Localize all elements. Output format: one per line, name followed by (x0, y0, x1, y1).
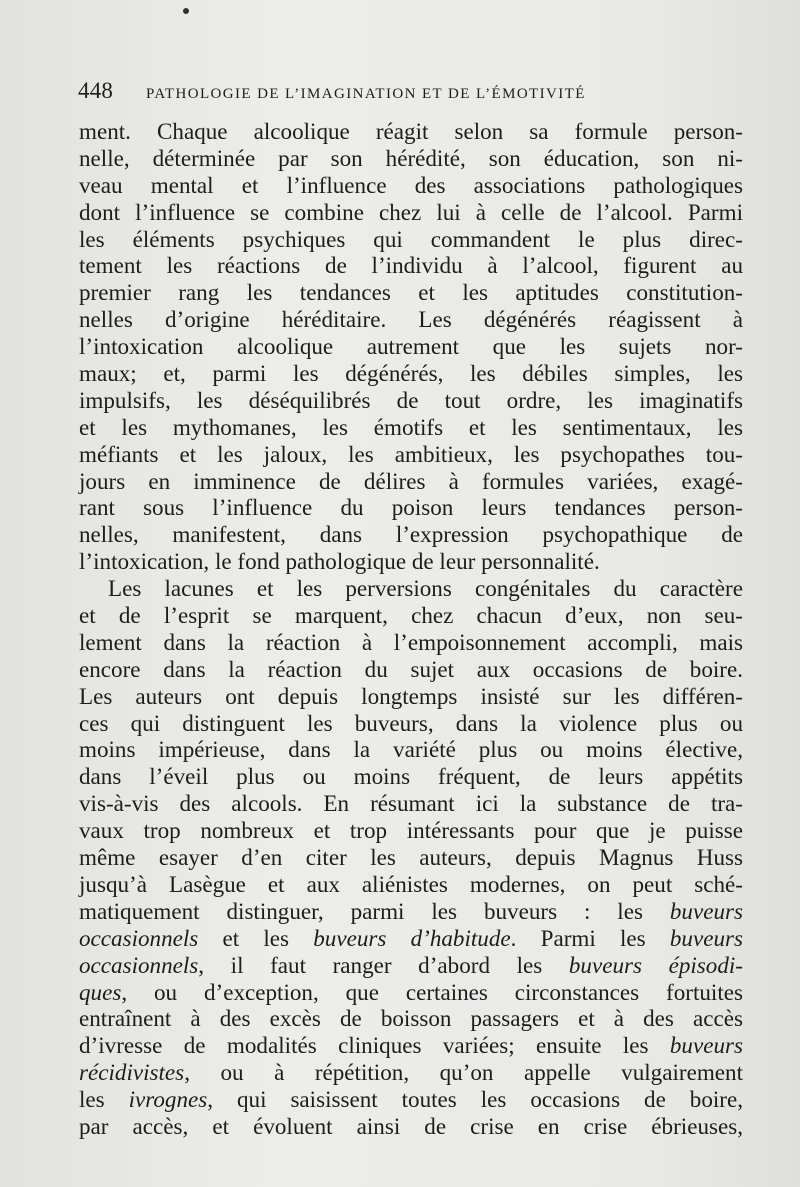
text-line (79, 979, 743, 1006)
text-line: impulsifs, les déséquilibrés de tout ordre, les imaginatifs (79, 386, 743, 413)
text-line: nelles d’origine héréditaire. Les dégénérés réagissent à (79, 306, 743, 333)
italic-term: récidivistes (79, 1059, 185, 1086)
text-line: méfiants et les jaloux, les ambitieux, les psychopathes tou- (79, 440, 743, 467)
text-segment: d’ivresse de modalités cliniques variées; ensuite les (79, 1032, 670, 1059)
text-line: veau mental et l’influence des associations pathologiques (79, 171, 743, 198)
page-header (78, 78, 748, 108)
text-line: vaux trop nombreux et trop intéressants pour que je puisse (79, 817, 743, 844)
text-line: les éléments psychiques qui commandent le plus direc- (79, 225, 743, 252)
text-segment: , ou à répétition, qu’on appelle vulgairement (184, 1059, 743, 1086)
text-line: l’intoxication, le fond pathologique de leur personnalité. (79, 548, 600, 575)
text-line: nelle, déterminée par son hérédité, son éducation, son ni- (79, 144, 743, 171)
text-line: par accès, et évoluent ainsi de crise en crise ébrieuses, (79, 1112, 743, 1139)
text-line (79, 898, 743, 925)
text-line: même esayer d’en citer les auteurs, depuis Magnus Huss (79, 844, 743, 871)
text-line: premier rang les tendances et les aptitudes constitution- (79, 279, 743, 306)
text-line: moins impérieuse, dans la variété plus ou moins élective, (79, 736, 743, 763)
italic-term: buveurs (669, 1032, 743, 1059)
text-line: ces qui distinguent les buveurs, dans la violence plus ou (79, 709, 743, 736)
text-line (79, 1032, 743, 1059)
text-segment: , ou d’exception, que certaines circonstances fortuites (121, 978, 743, 1005)
text-line: rant sous l’influence du poison leurs tendances person- (79, 494, 743, 521)
text-line (79, 925, 743, 952)
text-segment: matiquement distinguer, parmi les buveurs : les (79, 897, 670, 924)
text-line (79, 952, 743, 979)
printing-speck (183, 8, 189, 14)
italic-term: buveurs (669, 924, 743, 951)
text-line: jusqu’à Lasègue et aux aliénistes modernes, on peut sché- (79, 870, 743, 897)
text-line: et les mythomanes, les émotifs et les sentimentaux, les (79, 413, 743, 440)
italic-term: ivrognes (128, 1086, 208, 1113)
text-line: lement dans la réaction à l’empoisonnement accompli, mais (79, 628, 743, 655)
text-line (79, 1059, 743, 1086)
text-line: maux; et, parmi les dégénérés, les débiles simples, les (79, 360, 743, 387)
main-text (79, 118, 743, 1140)
italic-term: occasionnels (79, 924, 199, 951)
text-line: tement les réactions de l’individu à l’alcool, figurent au (79, 252, 743, 279)
running-title: PATHOLOGIE DE L’IMAGINATION ET DE L’ÉMOTIVITÉ (146, 86, 586, 102)
italic-term: buveurs (669, 897, 743, 924)
text-segment: et les (198, 924, 314, 951)
page-number: 448 (78, 78, 114, 103)
text-line: vis-à-vis des alcools. En résumant ici la substance de tra- (79, 790, 743, 817)
text-segment: . Parmi les (510, 924, 670, 951)
text-line: encore dans la réaction du sujet aux occasions de boire. (79, 655, 743, 682)
italic-term: buveurs épisodi- (568, 951, 743, 978)
text-line: nelles, manifestent, dans l’expression psychopathique de (79, 521, 743, 548)
text-line: Les lacunes et les perversions congénitales du caractère (108, 575, 743, 602)
italic-term: ques (79, 978, 122, 1005)
text-segment: , qui saisissent toutes les occasions de boire, (207, 1086, 743, 1113)
text-line: l’intoxication alcoolique autrement que les sujets nor- (79, 333, 743, 360)
text-line: Les auteurs ont depuis longtemps insisté sur les différen- (79, 682, 743, 709)
italic-term: occasionnels (79, 951, 199, 978)
text-line: dont l’influence se combine chez lui à celle de l’alcool. Parmi (79, 198, 743, 225)
text-line: jours en imminence de délires à formules variées, exagé- (79, 467, 743, 494)
text-line: dans l’éveil plus ou moins fréquent, de leurs appétits (79, 763, 743, 790)
text-segment: , il faut ranger d’abord les (198, 951, 569, 978)
text-line: entraînent à des excès de boisson passagers et à des accès (79, 1005, 743, 1032)
text-line: et de l’esprit se marquent, chez chacun d’eux, non seu- (79, 602, 743, 629)
italic-term: buveurs d’habitude (313, 924, 511, 951)
text-line: ment. Chaque alcoolique réagit selon sa formule person- (79, 118, 743, 144)
text-line (79, 1086, 743, 1113)
text-segment: les (79, 1086, 129, 1113)
